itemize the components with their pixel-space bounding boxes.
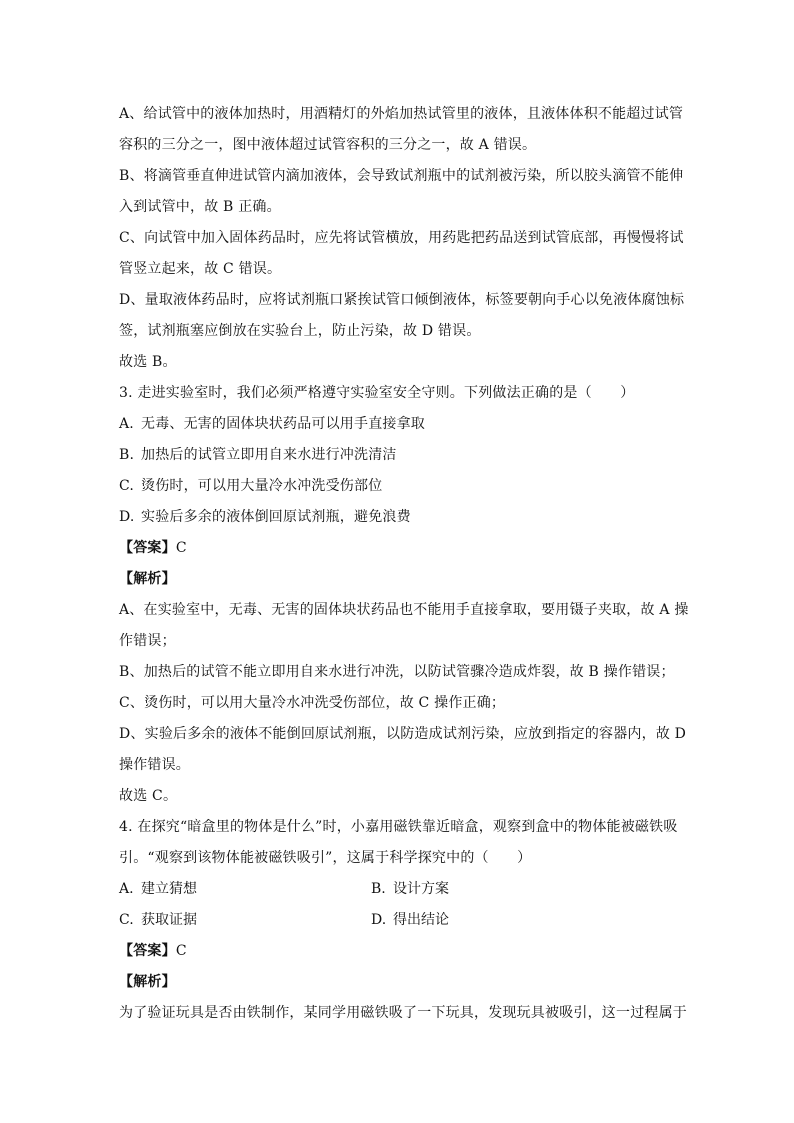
q3-answer bbox=[119, 539, 679, 557]
q3-analysis-d-line1: D、实验后多余的液体不能倒回原试剂瓶，以防造成试剂污染，应放到指定的容器内，故 D bbox=[119, 726, 687, 742]
option-letter: C. bbox=[119, 912, 134, 928]
q3-stem: 3. 走进实验室时，我们必须严格遵守实验室安全守则。下列做法正确的是（ ） bbox=[119, 385, 635, 401]
q3-conclusion: 故选 C。 bbox=[119, 788, 178, 804]
q2-analysis-c-line2: 管竖立起来，故 C 错误。 bbox=[119, 261, 282, 277]
answer-label: 【答案】 bbox=[119, 540, 176, 556]
option-letter: B. bbox=[119, 447, 135, 463]
q4-answer bbox=[119, 942, 679, 960]
q4-analysis-line1: 为了验证玩具是否由铁制作，某同学用磁铁吸了一下玩具，发现玩具被吸引，这一过程属于 bbox=[119, 1005, 687, 1021]
option-text: 设计方案 bbox=[393, 881, 449, 897]
option-text: 无毒、无害的固体块状药品可以用手直接拿取 bbox=[141, 416, 425, 432]
answer-value: C bbox=[175, 540, 187, 556]
option-letter: C. bbox=[119, 478, 135, 494]
q3-analysis-d-line2: 操作错误。 bbox=[119, 757, 190, 773]
q2-analysis-a-line1: A、给试管中的液体加热时，用酒精灯的外焰加热试管里的液体，且液体体积不能超过试管 bbox=[119, 106, 684, 122]
q4-option-c bbox=[119, 911, 197, 929]
answer-label: 【答案】 bbox=[119, 943, 176, 959]
option-text: 建立猜想 bbox=[141, 881, 197, 897]
q3-option-b bbox=[119, 446, 679, 464]
option-letter: A. bbox=[119, 881, 134, 897]
option-text: 加热后的试管立即用自来水进行冲洗清洁 bbox=[141, 447, 397, 463]
q4-option-b bbox=[371, 880, 449, 898]
q2-analysis-d-line2: 签，试剂瓶塞应倒放在实验台上，防止污染，故 D 错误。 bbox=[119, 323, 481, 339]
answer-value: C bbox=[175, 943, 187, 959]
option-text: 烫伤时，可以用大量冷水冲洗受伤部位 bbox=[141, 478, 383, 494]
q3-analysis-a-line1: A、在实验室中，无毒、无害的固体块状药品也不能用手直接拿取，要用镊子夹取，故 A 操 bbox=[119, 602, 689, 618]
option-text: 实验后多余的液体倒回原试剂瓶，避免浪费 bbox=[141, 509, 411, 525]
q2-analysis-c-line1: C、向试管中加入固体药品时，应先将试管横放，用药匙把药品送到试管底部，再慢慢将试 bbox=[119, 230, 684, 246]
q3-analysis-b-line1: B、加热后的试管不能立即用自来水进行冲洗，以防试管骤冷造成炸裂，故 B 操作错误； bbox=[119, 664, 675, 680]
q4-option-d bbox=[371, 911, 449, 929]
option-text: 获取证据 bbox=[141, 912, 197, 928]
q2-analysis-d-line1: D、量取液体药品时，应将试剂瓶口紧挨试管口倾倒液体，标签要朝向手心以免液体腐蚀标 bbox=[119, 292, 685, 308]
q3-option-a bbox=[119, 415, 679, 433]
q3-option-d bbox=[119, 508, 679, 526]
option-letter: D. bbox=[371, 912, 387, 928]
q3-analysis-a-line2: 作错误； bbox=[119, 633, 176, 649]
q2-analysis-b-line2: 入到试管中，故 B 正确。 bbox=[119, 199, 281, 215]
q3-option-c bbox=[119, 477, 679, 495]
option-text: 得出结论 bbox=[393, 912, 449, 928]
q3-analysis-c-line1: C、烫伤时，可以用大量冷水冲洗受伤部位，故 C 操作正确； bbox=[119, 695, 506, 711]
q2-conclusion: 故选 B。 bbox=[119, 354, 177, 370]
q4-stem-line2: 引。“观察到该物体能被磁铁吸引”，这属于科学探究中的（ ） bbox=[119, 850, 532, 866]
q2-analysis-b-line1: B、将滴管垂直伸进试管内滴加液体，会导致试剂瓶中的试剂被污染，所以胶头滴管不能伸 bbox=[119, 168, 684, 184]
option-letter: D. bbox=[119, 509, 135, 525]
q4-stem-line1: 4. 在探究“暗盒里的物体是什么”时，小嘉用磁铁靠近暗盒，观察到盒中的物体能被磁铁吸 bbox=[119, 819, 678, 835]
option-letter: B. bbox=[371, 881, 386, 897]
q3-analysis-label: 【解析】 bbox=[119, 571, 176, 587]
option-letter: A. bbox=[119, 416, 134, 432]
q4-analysis-label: 【解析】 bbox=[119, 974, 176, 990]
q4-option-a bbox=[119, 880, 197, 898]
q2-analysis-a-line2: 容积的三分之一，图中液体超过试管容积的三分之一，故 A 错误。 bbox=[119, 137, 537, 153]
